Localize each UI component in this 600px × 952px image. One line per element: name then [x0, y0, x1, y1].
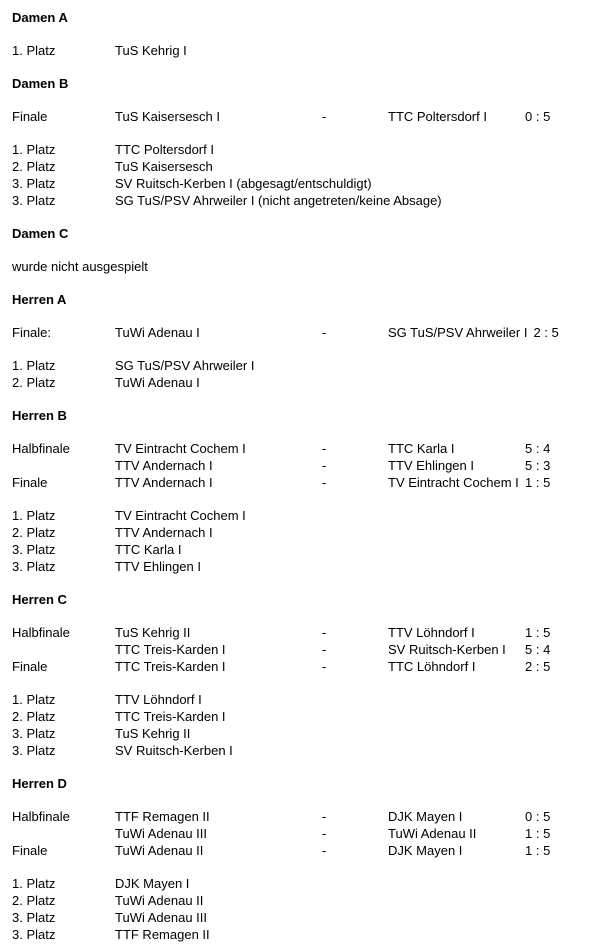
placement-rank: 2. Platz: [12, 375, 56, 390]
placement-team: SG TuS/PSV Ahrweiler I (nicht angetreten/keine Absage): [115, 193, 442, 208]
match-row: [12, 108, 600, 125]
placement-team: TV Eintracht Cochem I: [115, 508, 246, 523]
placements-list: [12, 141, 600, 209]
match-team1: TTF Remagen II: [115, 809, 210, 824]
match-team2: TTC Karla I: [388, 441, 455, 456]
match-score: 1 : 5: [525, 475, 551, 490]
section-title: Herren A: [12, 292, 67, 307]
placement-rank: 1. Platz: [12, 43, 56, 58]
placement-team: TTV Löhndorf I: [115, 692, 202, 707]
placements-list: [12, 507, 600, 575]
placement-row: [12, 507, 600, 524]
placement-team: TTV Andernach I: [115, 525, 213, 540]
match-score: 2 : 5: [533, 325, 559, 340]
placement-team: TuWi Adenau III: [115, 910, 208, 925]
placements-list: [12, 691, 600, 759]
match-team2: TTV Ehlingen I: [388, 458, 474, 473]
match-team1: TV Eintracht Cochem I: [115, 441, 246, 456]
placement-row: [12, 524, 600, 541]
match-team2: TTV Löhndorf I: [388, 625, 475, 640]
section-note-block: [12, 258, 600, 275]
section-damen-c: [12, 225, 600, 275]
placement-row: [12, 892, 600, 909]
section-title: Herren B: [12, 408, 67, 423]
placement-rank: 3. Platz: [12, 927, 56, 942]
section-note: wurde nicht ausgespielt: [12, 259, 148, 274]
placement-row: [12, 158, 600, 175]
placement-rank: 3. Platz: [12, 910, 56, 925]
placement-rank: 1. Platz: [12, 358, 56, 373]
match-row: [12, 440, 600, 457]
placement-team: TTV Ehlingen I: [115, 559, 201, 574]
match-score: 5 : 3: [525, 458, 551, 473]
match-label: Halbfinale: [12, 625, 70, 640]
placement-team: TTC Treis-Karden I: [115, 709, 226, 724]
match-label: Finale: [12, 475, 48, 490]
match-separator: -: [322, 826, 327, 841]
match-score: 2 : 5: [525, 659, 551, 674]
placement-row: [12, 725, 600, 742]
match-row: [12, 825, 600, 842]
placement-rank: 3. Platz: [12, 726, 56, 741]
match-row: [12, 808, 600, 825]
section-title: Herren C: [12, 592, 67, 607]
section-title: Herren D: [12, 776, 67, 791]
match-label: Finale: [12, 659, 48, 674]
placement-team: TuWi Adenau II: [115, 893, 204, 908]
match-separator: -: [322, 458, 327, 473]
section-herren-b: [12, 407, 600, 575]
match-team1: TuS Kaisersesch I: [115, 109, 221, 124]
placement-rank: 2. Platz: [12, 709, 56, 724]
match-team2: SV Ruitsch-Kerben I: [388, 642, 506, 657]
match-team1: TTV Andernach I: [115, 458, 213, 473]
matches-list: [12, 324, 600, 341]
match-score: 1 : 5: [525, 625, 551, 640]
match-team1: TTC Treis-Karden I: [115, 659, 226, 674]
placement-rank: 3. Platz: [12, 193, 56, 208]
placement-row: [12, 558, 600, 575]
placement-team: TuS Kaisersesch: [115, 159, 213, 174]
section-title: Damen B: [12, 76, 69, 91]
placement-team: SV Ruitsch-Kerben I (abgesagt/entschuldigt): [115, 176, 372, 191]
match-separator: -: [322, 441, 327, 456]
match-separator: -: [322, 325, 327, 340]
match-separator: -: [322, 625, 327, 640]
placement-row: [12, 42, 600, 59]
match-score: 5 : 4: [525, 642, 551, 657]
placement-row: [12, 374, 600, 391]
placement-row: [12, 708, 600, 725]
match-team1: TuS Kehrig II: [115, 625, 191, 640]
placements-list: [12, 42, 600, 59]
section-herren-c: [12, 591, 600, 759]
match-score: 1 : 5: [525, 826, 551, 841]
placement-rank: 1. Platz: [12, 876, 56, 891]
match-row: [12, 641, 600, 658]
placement-team: SG TuS/PSV Ahrweiler I: [115, 358, 255, 373]
match-row: [12, 457, 600, 474]
match-team1: TTC Treis-Karden I: [115, 642, 226, 657]
placement-rank: 1. Platz: [12, 692, 56, 707]
match-separator: -: [322, 109, 327, 124]
placement-rank: 3. Platz: [12, 559, 56, 574]
match-score: 5 : 4: [525, 441, 551, 456]
placement-row: [12, 909, 600, 926]
match-separator: -: [322, 809, 327, 824]
placement-rank: 2. Platz: [12, 525, 56, 540]
match-team1: TuWi Adenau III: [115, 826, 208, 841]
matches-list: [12, 440, 600, 491]
placement-team: TTC Karla I: [115, 542, 182, 557]
placement-rank: 1. Platz: [12, 508, 56, 523]
placement-team: TuS Kehrig I: [115, 43, 187, 58]
placement-row: [12, 357, 600, 374]
match-row: [12, 624, 600, 641]
matches-list: [12, 624, 600, 675]
match-separator: -: [322, 659, 327, 674]
match-row: [12, 474, 600, 491]
match-label: Halbfinale: [12, 809, 70, 824]
match-score: 1 : 5: [525, 843, 551, 858]
match-score: 0 : 5: [525, 109, 551, 124]
match-team2: DJK Mayen I: [388, 843, 463, 858]
matches-list: [12, 808, 600, 859]
match-row: [12, 842, 600, 859]
match-separator: -: [322, 843, 327, 858]
match-label: Finale: [12, 843, 48, 858]
placement-rank: 3. Platz: [12, 743, 56, 758]
placement-row: [12, 691, 600, 708]
match-team2: TuWi Adenau II: [388, 826, 477, 841]
match-team2: SG TuS/PSV Ahrweiler I: [388, 325, 528, 340]
section-damen-b: [12, 75, 600, 209]
placement-team: TuWi Adenau I: [115, 375, 200, 390]
placements-list: [12, 357, 600, 391]
placement-row: [12, 141, 600, 158]
placement-row: [12, 192, 600, 209]
matches-list: [12, 108, 600, 125]
match-label: Halbfinale: [12, 441, 70, 456]
placements-list: [12, 875, 600, 943]
match-separator: -: [322, 642, 327, 657]
placement-row: [12, 926, 600, 943]
section-herren-a: [12, 291, 600, 391]
match-team1: TuWi Adenau I: [115, 325, 200, 340]
match-team2: DJK Mayen I: [388, 809, 463, 824]
placement-rank: 2. Platz: [12, 159, 56, 174]
placement-team: TuS Kehrig II: [115, 726, 191, 741]
match-label: Finale:: [12, 325, 52, 340]
match-team2: TTC Poltersdorf I: [388, 109, 487, 124]
placement-team: TTC Poltersdorf I: [115, 142, 214, 157]
match-team1: TTV Andernach I: [115, 475, 213, 490]
placement-row: [12, 175, 600, 192]
placement-rank: 3. Platz: [12, 176, 56, 191]
placement-rank: 3. Platz: [12, 542, 56, 557]
match-label: Finale: [12, 109, 48, 124]
placement-rank: 1. Platz: [12, 142, 56, 157]
placement-row: [12, 875, 600, 892]
match-team2: TTC Löhndorf I: [388, 659, 476, 674]
section-title: Damen C: [12, 226, 69, 241]
section-damen-a: [12, 9, 600, 59]
section-herren-d: [12, 775, 600, 943]
placement-row: [12, 541, 600, 558]
match-score: 0 : 5: [525, 809, 551, 824]
match-team1: TuWi Adenau II: [115, 843, 204, 858]
match-team2: TV Eintracht Cochem I: [388, 475, 519, 490]
placement-row: [12, 742, 600, 759]
placement-team: SV Ruitsch-Kerben I: [115, 743, 233, 758]
section-title: Damen A: [12, 10, 68, 25]
match-separator: -: [322, 475, 327, 490]
placement-rank: 2. Platz: [12, 893, 56, 908]
placement-team: TTF Remagen II: [115, 927, 210, 942]
placement-team: DJK Mayen I: [115, 876, 190, 891]
match-row: [12, 324, 600, 341]
match-row: [12, 658, 600, 675]
